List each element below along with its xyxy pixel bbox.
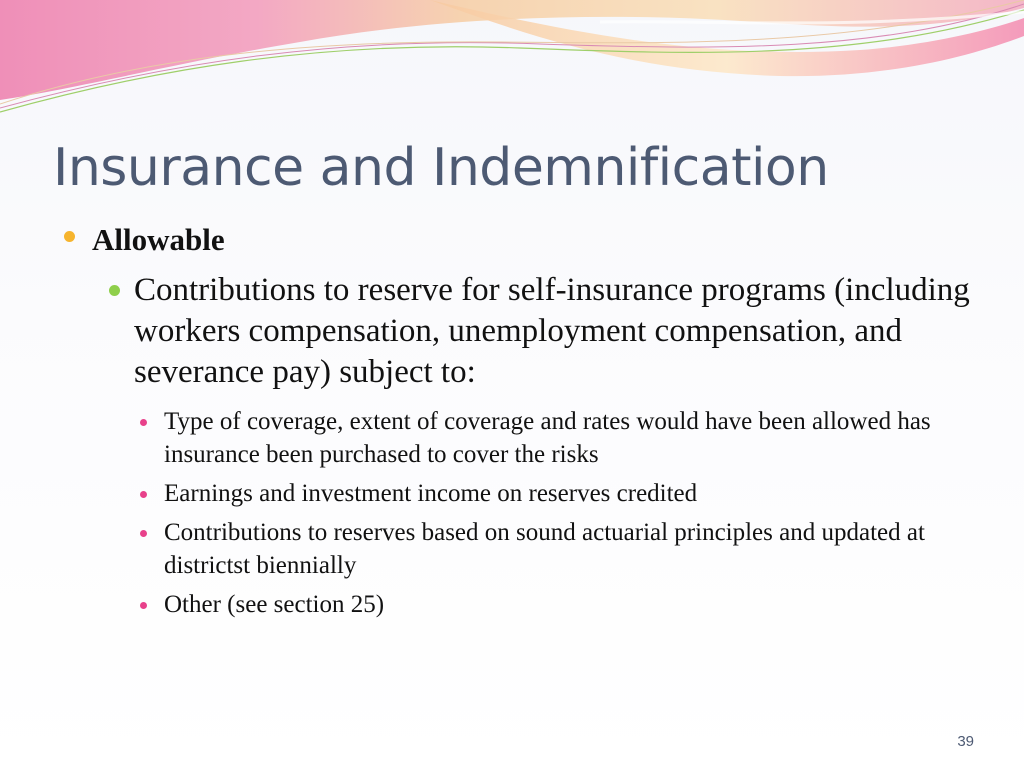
heading-allowable: Allowable	[92, 222, 225, 257]
list-item	[164, 477, 964, 510]
page-number: 39	[957, 733, 974, 750]
bullet-dot-icon	[140, 530, 147, 537]
decorative-wave-banner	[0, 0, 1024, 130]
bullet-dot-icon	[140, 491, 147, 498]
bullet-dot-icon	[109, 285, 120, 296]
sub-point-text: Earnings and investment income on reserves credited	[164, 480, 698, 507]
bullet-level2	[134, 270, 974, 393]
bullet-dot-icon	[140, 419, 147, 426]
list-item	[164, 516, 964, 582]
main-point-text: Contributions to reserve for self-insurance programs (including workers compensation, unemployment compensation, and severance pay) subject to:	[134, 272, 970, 390]
list-item	[164, 405, 964, 471]
sub-point-text: Contributions to reserves based on sound actuarial principles and updated at districtst biennially	[164, 519, 925, 579]
slide-content	[60, 218, 980, 627]
sub-point-list	[164, 405, 964, 621]
bullet-dot-icon	[64, 231, 75, 242]
list-item	[164, 588, 964, 621]
bullet-dot-icon	[140, 602, 147, 609]
sub-point-text: Other (see section 25)	[164, 591, 385, 618]
slide-title: Insurance and Indemnification	[53, 138, 829, 198]
sub-point-text: Type of coverage, extent of coverage and rates would have been allowed has insurance been purchased to cover the risks	[164, 408, 931, 468]
bullet-level1	[60, 218, 980, 262]
